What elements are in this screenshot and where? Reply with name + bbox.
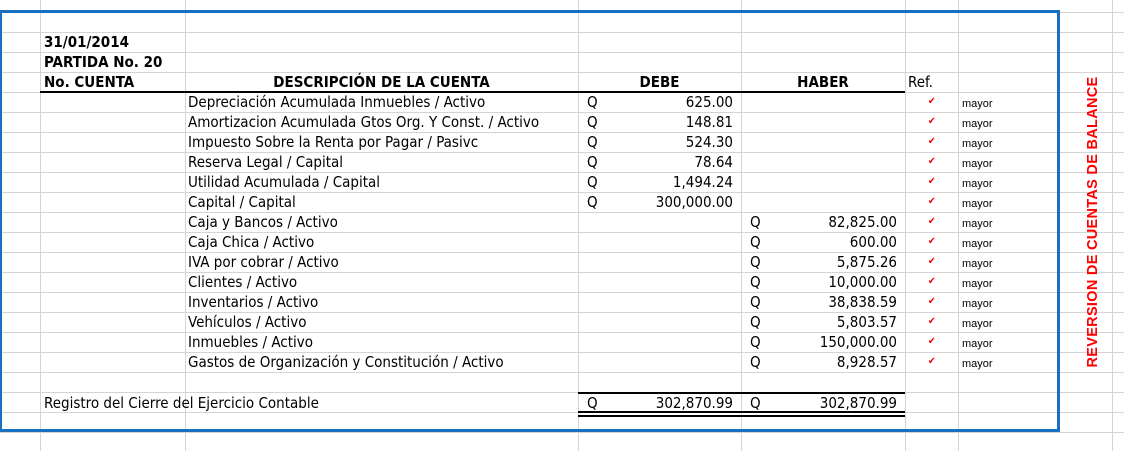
ref-mayor[interactable]: mayor: [962, 218, 993, 230]
check-icon: ✔: [928, 196, 936, 207]
grid-column-line: [1112, 0, 1113, 451]
account-description[interactable]: Gastos de Organización y Constitución / Activo: [188, 353, 504, 371]
haber-currency: Q: [750, 233, 761, 251]
check-icon: ✔: [928, 176, 936, 187]
account-description[interactable]: IVA por cobrar / Activo: [188, 253, 339, 271]
ref-mayor[interactable]: mayor: [962, 198, 993, 210]
column-header-haber[interactable]: HABER: [797, 73, 849, 91]
ref-mayor[interactable]: mayor: [962, 318, 993, 330]
haber-currency: Q: [750, 253, 761, 271]
check-icon: ✔: [928, 276, 936, 287]
ref-mayor[interactable]: mayor: [962, 178, 993, 190]
debe-currency: Q: [587, 153, 598, 171]
account-description[interactable]: Reserva Legal / Capital: [188, 153, 344, 171]
account-description[interactable]: Depreciación Acumulada Inmuebles / Activo: [188, 93, 486, 111]
ref-mayor[interactable]: mayor: [962, 258, 993, 270]
check-icon: ✔: [928, 256, 936, 267]
haber-currency: Q: [750, 293, 761, 311]
total-debe-currency: Q: [587, 394, 598, 412]
debe-amount[interactable]: 524.30: [685, 133, 733, 151]
haber-currency: Q: [750, 353, 761, 371]
check-icon: ✔: [928, 336, 936, 347]
check-icon: ✔: [928, 156, 936, 167]
check-icon: ✔: [928, 116, 936, 127]
ref-mayor[interactable]: mayor: [962, 358, 993, 370]
debe-currency: Q: [587, 173, 598, 191]
column-header-debe[interactable]: DEBE: [639, 73, 680, 91]
column-header-descripcion[interactable]: DESCRIPCIÓN DE LA CUENTA: [273, 73, 490, 91]
ref-mayor[interactable]: mayor: [962, 338, 993, 350]
account-description[interactable]: Inmuebles / Activo: [188, 333, 313, 351]
ref-mayor[interactable]: mayor: [962, 138, 993, 150]
debe-currency: Q: [587, 93, 598, 111]
grid-row-line: [0, 432, 1124, 433]
ref-mayor[interactable]: mayor: [962, 238, 993, 250]
account-description[interactable]: Clientes / Activo: [188, 273, 298, 291]
haber-currency: Q: [750, 273, 761, 291]
account-description[interactable]: Capital / Capital: [188, 193, 296, 211]
total-double-border: [578, 415, 905, 417]
account-description[interactable]: Caja Chica / Activo: [188, 233, 315, 251]
haber-amount[interactable]: 82,825.00: [828, 213, 897, 231]
haber-amount[interactable]: 8,928.57: [836, 353, 897, 371]
haber-amount[interactable]: 10,000.00: [828, 273, 897, 291]
side-title[interactable]: REVERSION DE CUENTAS DE BALANCE: [1085, 76, 1101, 368]
account-description[interactable]: Inventarios / Activo: [188, 293, 319, 311]
check-icon: ✔: [928, 356, 936, 367]
ref-mayor[interactable]: mayor: [962, 278, 993, 290]
debe-amount[interactable]: 625.00: [685, 93, 733, 111]
check-icon: ✔: [928, 136, 936, 147]
haber-amount[interactable]: 600.00: [849, 233, 897, 251]
check-icon: ✔: [928, 96, 936, 107]
account-description[interactable]: Utilidad Acumulada / Capital: [188, 173, 381, 191]
account-description[interactable]: Impuesto Sobre la Renta por Pagar / Pasivc: [188, 133, 479, 151]
debe-currency: Q: [587, 133, 598, 151]
check-icon: ✔: [928, 236, 936, 247]
debe-amount[interactable]: 1,494.24: [672, 173, 733, 191]
total-haber[interactable]: 302,870.99: [819, 394, 897, 412]
debe-currency: Q: [587, 193, 598, 211]
haber-amount[interactable]: 38,838.59: [828, 293, 897, 311]
debe-amount[interactable]: 148.81: [685, 113, 733, 131]
total-haber-currency: Q: [750, 394, 761, 412]
check-icon: ✔: [928, 316, 936, 327]
account-description[interactable]: Amortizacion Acumulada Gtos Org. Y Const. / Activo: [188, 113, 540, 131]
haber-currency: Q: [750, 313, 761, 331]
column-header-ref[interactable]: Ref.: [908, 73, 933, 91]
partida-number[interactable]: PARTIDA No. 20: [44, 53, 163, 71]
debe-amount[interactable]: 78.64: [694, 153, 733, 171]
debe-currency: Q: [587, 113, 598, 131]
ref-mayor[interactable]: mayor: [962, 118, 993, 130]
haber-currency: Q: [750, 213, 761, 231]
haber-amount[interactable]: 5,875.26: [836, 253, 897, 271]
haber-amount[interactable]: 150,000.00: [819, 333, 897, 351]
entry-date[interactable]: 31/01/2014: [44, 33, 129, 51]
ref-mayor[interactable]: mayor: [962, 158, 993, 170]
check-icon: ✔: [928, 296, 936, 307]
account-description[interactable]: Caja y Bancos / Activo: [188, 213, 338, 231]
total-label[interactable]: Registro del Cierre del Ejercicio Contable: [44, 394, 319, 412]
ref-mayor[interactable]: mayor: [962, 298, 993, 310]
debe-amount[interactable]: 300,000.00: [655, 193, 733, 211]
haber-currency: Q: [750, 333, 761, 351]
check-icon: ✔: [928, 216, 936, 227]
ref-mayor[interactable]: mayor: [962, 98, 993, 110]
total-debe[interactable]: 302,870.99: [655, 394, 733, 412]
haber-amount[interactable]: 5,803.57: [836, 313, 897, 331]
column-header-cuenta[interactable]: No. CUENTA: [44, 73, 135, 91]
account-description[interactable]: Vehículos / Activo: [188, 313, 307, 331]
